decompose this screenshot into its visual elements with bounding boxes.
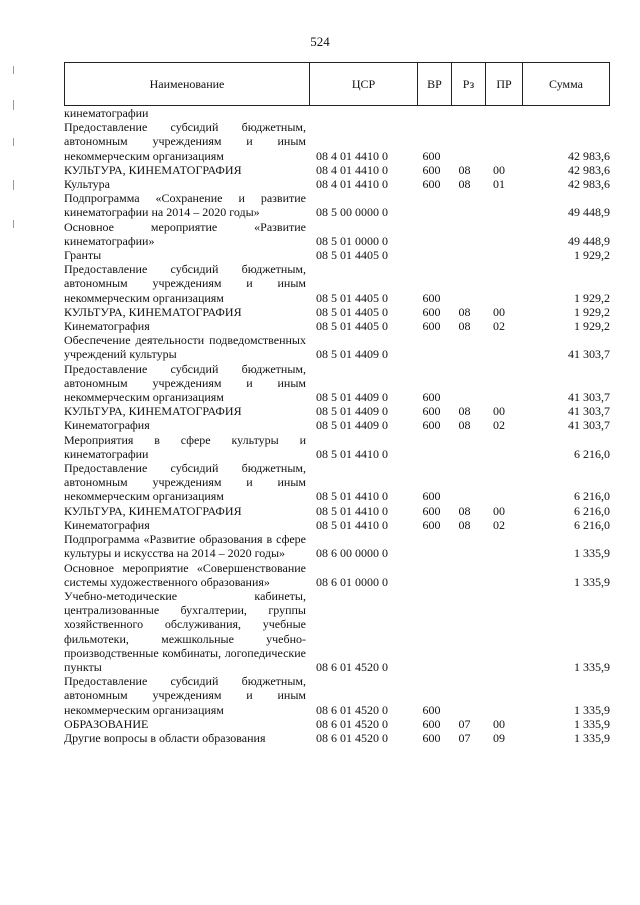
cell-vr xyxy=(415,561,448,589)
cell-vr: 600 xyxy=(422,304,441,319)
cell-sum: 6 216,0 xyxy=(574,489,610,504)
cell-rz: 07 xyxy=(458,730,471,745)
table-row xyxy=(64,177,610,191)
cell-csr: 08 5 01 4409 0 xyxy=(316,347,388,362)
cell-pr: 02 xyxy=(493,319,505,334)
cell-csr: 08 4 01 4410 0 xyxy=(316,148,388,163)
cell-name xyxy=(64,461,308,504)
cell-pr xyxy=(481,461,517,504)
page-number: 524 xyxy=(310,34,330,49)
cell-csr xyxy=(308,106,415,120)
table-row xyxy=(64,333,610,361)
cell-sum: 41 303,7 xyxy=(568,347,610,362)
cell-name xyxy=(64,177,308,191)
cell-sum: 42 983,6 xyxy=(568,177,610,192)
table-row xyxy=(64,433,610,461)
table-row xyxy=(64,504,610,518)
cell-name xyxy=(64,561,308,589)
cell-pr: 02 xyxy=(493,418,505,433)
table-row xyxy=(64,106,610,120)
cell-vr xyxy=(415,248,448,262)
table-row xyxy=(64,163,610,177)
cell-pr xyxy=(481,433,517,461)
cell-pr xyxy=(481,532,517,560)
cell-pr xyxy=(481,248,517,262)
table-row xyxy=(64,589,610,674)
cell-name xyxy=(64,163,308,177)
row-name-text: Обеспечение деятельности подведомственных учреждений культуры xyxy=(64,333,306,362)
cell-name xyxy=(64,191,308,219)
cell-name xyxy=(64,120,308,163)
cell-rz xyxy=(448,106,481,120)
cell-name xyxy=(64,248,308,262)
cell-vr: 600 xyxy=(422,162,441,177)
cell-sum: 1 929,2 xyxy=(574,248,610,263)
cell-pr xyxy=(481,333,517,361)
header-rz: Рз xyxy=(452,63,486,106)
cell-csr: 08 5 01 0000 0 xyxy=(316,233,388,248)
cell-name xyxy=(64,106,308,120)
cell-sum: 41 303,7 xyxy=(568,404,610,419)
cell-csr: 08 6 01 0000 0 xyxy=(316,574,388,589)
cell-sum: 1 335,9 xyxy=(574,574,610,589)
table-row xyxy=(64,120,610,163)
cell-rz xyxy=(448,333,481,361)
row-name-text: Другие вопросы в области образования xyxy=(64,730,266,745)
cell-vr: 600 xyxy=(422,517,441,532)
cell-pr: 00 xyxy=(493,162,505,177)
table-row xyxy=(64,305,610,319)
cell-sum: 1 929,2 xyxy=(574,319,610,334)
cell-csr: 08 5 01 4410 0 xyxy=(316,517,388,532)
cell-csr: 08 5 01 4405 0 xyxy=(316,248,388,263)
row-name-text: Кинематография xyxy=(64,517,150,532)
cell-rz xyxy=(448,433,481,461)
cell-vr xyxy=(415,532,448,560)
table-row xyxy=(64,220,610,248)
row-name-text: Предоставление субсидий бюджетным, автономным учреждениям и иным некоммерческим организациям xyxy=(64,120,306,163)
table-header xyxy=(64,62,610,106)
cell-name xyxy=(64,404,308,418)
row-name-text: Мероприятия в сфере культуры и кинематографии xyxy=(64,432,306,461)
cell-sum: 1 335,9 xyxy=(574,546,610,561)
cell-pr xyxy=(481,362,517,405)
row-name-text: Предоставление субсидий бюджетным, автономным учреждениям и иным некоммерческим организациям xyxy=(64,361,306,405)
cell-name xyxy=(64,504,308,518)
cell-vr xyxy=(415,106,448,120)
row-name-text: Подпрограмма «Развитие образования в сфере культуры и искусства на 2014 – 2020 годы» xyxy=(64,532,306,561)
row-name-text: Основное мероприятие «Совершенствование системы художественного образования» xyxy=(64,560,306,589)
cell-rz: 07 xyxy=(458,716,471,731)
row-name-text: Предоставление субсидий бюджетным, автономным учреждениям и иным некоммерческим организациям xyxy=(64,674,306,717)
cell-pr: 00 xyxy=(493,404,505,419)
cell-csr: 08 6 00 0000 0 xyxy=(316,546,388,561)
cell-name xyxy=(64,319,308,333)
cell-name xyxy=(64,262,308,305)
cell-vr xyxy=(415,333,448,361)
row-name-text: КУЛЬТУРА, КИНЕМАТОГРАФИЯ xyxy=(64,304,242,319)
cell-pr xyxy=(481,120,517,163)
header-name: Наименование xyxy=(65,63,310,106)
cell-rz: 08 xyxy=(458,319,471,334)
table-row xyxy=(64,362,610,405)
cell-sum: 42 983,6 xyxy=(568,148,610,163)
row-name-text: КУЛЬТУРА, КИНЕМАТОГРАФИЯ xyxy=(64,162,242,177)
cell-rz xyxy=(448,532,481,560)
header-pr: ПР xyxy=(486,63,523,106)
cell-rz: 08 xyxy=(458,418,471,433)
row-name-text: Кинематография xyxy=(64,319,150,334)
cell-pr xyxy=(481,191,517,219)
cell-sum: 6 216,0 xyxy=(574,503,610,518)
cell-sum: 1 335,9 xyxy=(574,659,610,674)
cell-csr: 08 5 01 4405 0 xyxy=(316,304,388,319)
cell-csr: 08 5 01 4410 0 xyxy=(316,489,388,504)
cell-rz xyxy=(448,674,481,717)
header-csr: ЦСР xyxy=(310,63,418,106)
cell-sum: 6 216,0 xyxy=(574,517,610,532)
cell-vr: 600 xyxy=(422,418,441,433)
cell-csr: 08 5 01 4409 0 xyxy=(316,390,388,405)
cell-csr: 08 5 01 4405 0 xyxy=(316,319,388,334)
row-name-text: Кинематография xyxy=(64,418,150,433)
cell-name xyxy=(64,518,308,532)
budget-table xyxy=(64,106,610,745)
cell-csr: 08 6 01 4520 0 xyxy=(316,659,388,674)
cell-name xyxy=(64,305,308,319)
table-row xyxy=(64,717,610,731)
cell-sum: 6 216,0 xyxy=(574,446,610,461)
cell-vr xyxy=(415,220,448,248)
cell-sum: 49 448,9 xyxy=(568,233,610,248)
cell-vr xyxy=(415,191,448,219)
cell-pr xyxy=(481,561,517,589)
cell-vr: 600 xyxy=(422,716,441,731)
table-row xyxy=(64,418,610,432)
cell-csr: 08 4 01 4410 0 xyxy=(316,177,388,192)
cell-csr: 08 6 01 4520 0 xyxy=(316,730,388,745)
cell-pr xyxy=(481,262,517,305)
cell-rz xyxy=(448,191,481,219)
cell-name xyxy=(64,220,308,248)
row-name-text: кинематографии xyxy=(64,106,149,120)
row-name-text: Основное мероприятие «Развитие кинематографии» xyxy=(64,219,306,248)
cell-csr: 08 5 01 4409 0 xyxy=(316,404,388,419)
table-row xyxy=(64,262,610,305)
margin-marks xyxy=(13,60,15,260)
cell-vr: 600 xyxy=(422,489,441,504)
row-name-text: Культура xyxy=(64,177,110,192)
cell-pr: 00 xyxy=(493,304,505,319)
cell-rz: 08 xyxy=(458,304,471,319)
cell-pr xyxy=(481,674,517,717)
cell-rz xyxy=(448,461,481,504)
cell-name xyxy=(64,333,308,361)
cell-sum: 41 303,7 xyxy=(568,390,610,405)
cell-pr: 09 xyxy=(493,730,505,745)
row-name-text: Подпрограмма «Сохранение и развитие кинематографии на 2014 – 2020 годы» xyxy=(64,191,306,220)
cell-rz: 08 xyxy=(458,404,471,419)
cell-rz: 08 xyxy=(458,177,471,192)
cell-pr xyxy=(481,106,517,120)
row-name-text: Учебно-методические кабинеты, централизованные бухгалтерии, группы хозяйственного обслуживания, учебные фильмотеки, межшкольные учебно-производственные комбинаты, логопедические пункты xyxy=(64,588,306,674)
table-row xyxy=(64,674,610,717)
cell-rz xyxy=(448,248,481,262)
cell-vr xyxy=(415,433,448,461)
cell-csr: 08 5 01 4410 0 xyxy=(316,446,388,461)
table-row xyxy=(64,731,610,745)
cell-rz xyxy=(448,589,481,674)
cell-sum: 1 929,2 xyxy=(574,304,610,319)
cell-vr: 600 xyxy=(422,390,441,405)
cell-name xyxy=(64,418,308,432)
cell-name xyxy=(64,532,308,560)
cell-pr: 00 xyxy=(493,503,505,518)
row-name-text: Гранты xyxy=(64,248,102,263)
cell-vr: 600 xyxy=(422,730,441,745)
cell-csr: 08 5 01 4410 0 xyxy=(316,503,388,518)
cell-vr: 600 xyxy=(422,290,441,305)
cell-csr: 08 6 01 4520 0 xyxy=(316,702,388,717)
cell-sum: 1 929,2 xyxy=(574,290,610,305)
cell-sum: 49 448,9 xyxy=(568,205,610,220)
cell-rz xyxy=(448,262,481,305)
row-name-text: Предоставление субсидий бюджетным, автономным учреждениям и иным некоммерческим организациям xyxy=(64,262,306,305)
cell-sum: 1 335,9 xyxy=(574,730,610,745)
cell-rz xyxy=(448,561,481,589)
table-row xyxy=(64,191,610,219)
cell-sum: 42 983,6 xyxy=(568,162,610,177)
cell-vr: 600 xyxy=(422,177,441,192)
cell-name xyxy=(64,674,308,717)
table-row xyxy=(64,319,610,333)
budget-table-body xyxy=(64,106,610,745)
cell-csr: 08 5 01 4405 0 xyxy=(316,290,388,305)
cell-csr: 08 5 01 4409 0 xyxy=(316,418,388,433)
cell-vr: 600 xyxy=(422,319,441,334)
row-name-text: Предоставление субсидий бюджетным, автономным учреждениям и иным некоммерческим организациям xyxy=(64,461,306,504)
cell-csr: 08 4 01 4410 0 xyxy=(316,162,388,177)
cell-rz: 08 xyxy=(458,162,471,177)
table-row xyxy=(64,461,610,504)
table-row xyxy=(64,518,610,532)
cell-sum: 1 335,9 xyxy=(574,716,610,731)
cell-rz xyxy=(448,120,481,163)
cell-sum xyxy=(517,106,610,120)
table-row xyxy=(64,404,610,418)
header-sum: Сумма xyxy=(523,63,610,106)
cell-rz: 08 xyxy=(458,517,471,532)
header-vr: ВР xyxy=(418,63,452,106)
cell-rz xyxy=(448,362,481,405)
table-row xyxy=(64,561,610,589)
cell-vr: 600 xyxy=(422,404,441,419)
cell-name xyxy=(64,433,308,461)
row-name-text: КУЛЬТУРА, КИНЕМАТОГРАФИЯ xyxy=(64,404,242,419)
cell-name xyxy=(64,589,308,674)
table-row xyxy=(64,248,610,262)
row-name-text: ОБРАЗОВАНИЕ xyxy=(64,716,149,731)
cell-name xyxy=(64,731,308,745)
cell-name xyxy=(64,362,308,405)
cell-vr: 600 xyxy=(422,148,441,163)
cell-csr: 08 6 01 4520 0 xyxy=(316,716,388,731)
cell-vr: 600 xyxy=(422,702,441,717)
cell-sum: 41 303,7 xyxy=(568,418,610,433)
cell-name xyxy=(64,717,308,731)
cell-pr: 00 xyxy=(493,716,505,731)
cell-csr: 08 5 00 0000 0 xyxy=(316,205,388,220)
cell-pr xyxy=(481,220,517,248)
cell-vr xyxy=(415,589,448,674)
table-row xyxy=(64,532,610,560)
cell-pr xyxy=(481,589,517,674)
cell-rz xyxy=(448,220,481,248)
cell-rz: 08 xyxy=(458,503,471,518)
cell-pr: 02 xyxy=(493,517,505,532)
row-name-text: КУЛЬТУРА, КИНЕМАТОГРАФИЯ xyxy=(64,503,242,518)
cell-sum: 1 335,9 xyxy=(574,702,610,717)
cell-pr: 01 xyxy=(493,177,505,192)
cell-vr: 600 xyxy=(422,503,441,518)
